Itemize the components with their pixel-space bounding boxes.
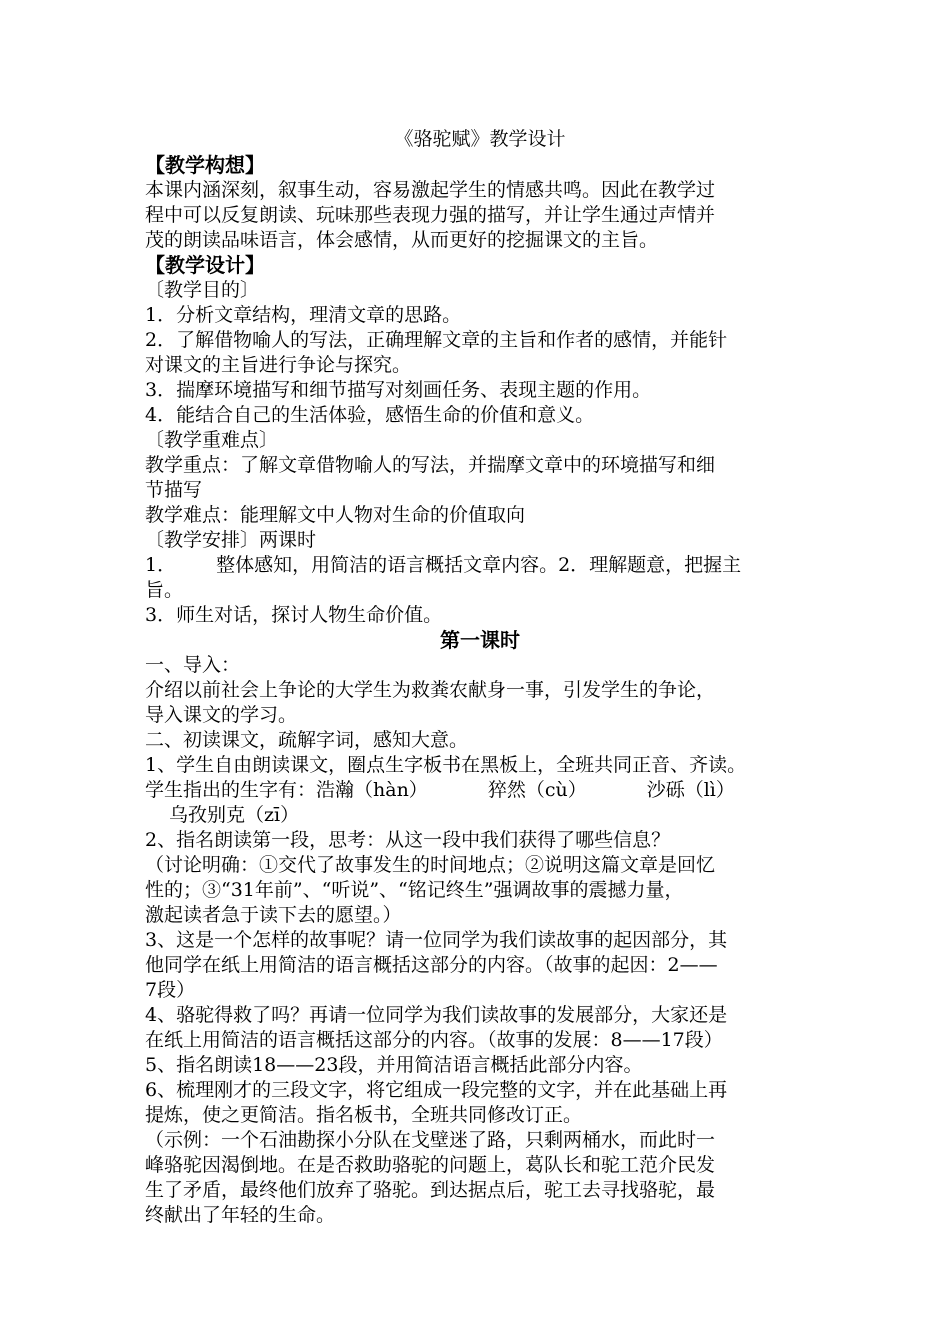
new-words-line [145, 778, 815, 803]
arrangement-line [145, 553, 815, 578]
goal-line: 4．能结合自己的生活体验，感悟生命的价值和意义。 [145, 404, 595, 426]
body-line: 激起读者急于读下去的愿望。） [145, 904, 402, 926]
body-line: 性的；③“31年前”、“听说”、“铭记终生”强调故事的震撼力量， [145, 879, 684, 901]
body-line: 1、学生自由朗读课文，圈点生字板书在黑板上，全班共同正音、齐读。 [145, 754, 747, 776]
body-line: 6、梳理刚才的三段文字，将它组成一段完整的文字，并在此基础上再 [145, 1079, 728, 1101]
body-line: 二、初读课文，疏解字词，感知大意。 [145, 729, 469, 751]
key-line: 节描写 [145, 479, 203, 501]
lesson-heading: 第一课时 [440, 628, 520, 652]
arrangement-text: 整体感知，用简洁的语言概括文章内容。2．理解题意，把握主 [216, 554, 742, 576]
goal-line: 1．分析文章结构，理清文章的思路。 [145, 304, 462, 326]
body-line: （示例：一个石油勘探小分队在戈壁迷了路，只剩两桶水，而此时一 [145, 1129, 716, 1151]
body-line: 终献出了年轻的生命。 [145, 1204, 336, 1226]
paragraph-line: 茂的朗读品味语言，体会感情，从而更好的挖掘课文的主旨。 [145, 229, 659, 251]
key-line: 教学难点：能理解文中人物对生命的价值取向 [145, 504, 526, 526]
paragraph-line: 程中可以反复朗读、玩味那些表现力强的描写，并让学生通过声情并 [145, 204, 716, 226]
body-line: 他同学在纸上用简洁的语言概括这部分的内容。（故事的起因：2—— [145, 954, 718, 976]
body-line: 在纸上用简洁的语言概括这部分的内容。（故事的发展：8——17段） [145, 1029, 723, 1051]
body-line: 2、指名朗读第一段，思考：从这一段中我们获得了哪些信息？ [145, 829, 671, 851]
key-line: 教学重点：了解文章借物喻人的写法，并揣摩文章中的环境描写和细 [145, 454, 716, 476]
new-words-prefix: 学生指出的生字有：浩瀚（hàn） [145, 779, 428, 801]
body-line: 介绍以前社会上争论的大学生为救粪农献身一事，引发学生的争论， [145, 679, 716, 701]
goal-line: 3．揣摩环境描写和细节描写对刻画任务、表现主题的作用。 [145, 379, 652, 401]
arrangement-line: 3．师生对话，探讨人物生命价值。 [145, 604, 443, 626]
goal-line: 对课文的主旨进行争论与探究。 [145, 354, 412, 376]
body-line: 一、导入： [145, 654, 241, 676]
new-word: 猝然（cù） [487, 779, 587, 801]
document-page [145, 127, 815, 1228]
body-line: （讨论明确：①交代了故事发生的时间地点；②说明这篇文章是回忆 [145, 854, 716, 876]
heading-teaching-design: 【教学设计】 [145, 253, 265, 277]
heading-teaching-idea: 【教学构想】 [145, 153, 265, 177]
body-line: 导入课文的学习。 [145, 704, 298, 726]
new-word: 乌孜别克（zī） [169, 804, 300, 826]
body-line: 3、这是一个怎样的故事呢？请一位同学为我们读故事的起因部分，其 [145, 929, 728, 951]
section-label-goals: 〔教学目的〕 [145, 279, 260, 301]
body-line: 5、指名朗读18——23段，并用简洁语言概括此部分内容。 [145, 1054, 643, 1076]
document-title: 《骆驼赋》教学设计 [394, 128, 566, 150]
body-line: 提炼，使之更简洁。指名板书，全班共同修改订正。 [145, 1104, 583, 1126]
body-line: 生了矛盾，最终他们放弃了骆驼。到达据点后，驼工去寻找骆驼，最 [145, 1179, 716, 1201]
goal-line: 2．了解借物喻人的写法，正确理解文章的主旨和作者的感情，并能针 [145, 329, 728, 351]
arrangement-line: 旨。 [145, 579, 184, 601]
body-line: 7段） [145, 979, 196, 1001]
body-line: 峰骆驼因渴倒地。在是否救助骆驼的问题上，葛队长和驼工范介民发 [145, 1154, 716, 1176]
paragraph-line: 本课内涵深刻，叙事生动，容易激起学生的情感共鸣。因此在教学过 [145, 179, 716, 201]
section-label-arrangement: 〔教学安排〕两课时 [145, 529, 317, 551]
section-label-key-points: 〔教学重难点〕 [145, 429, 279, 451]
arrangement-number: 1． [145, 554, 177, 576]
body-line: 4、骆驼得救了吗？再请一位同学为我们读故事的发展部分，大家还是 [145, 1004, 728, 1026]
new-word: 沙砾（lì） [646, 779, 735, 801]
